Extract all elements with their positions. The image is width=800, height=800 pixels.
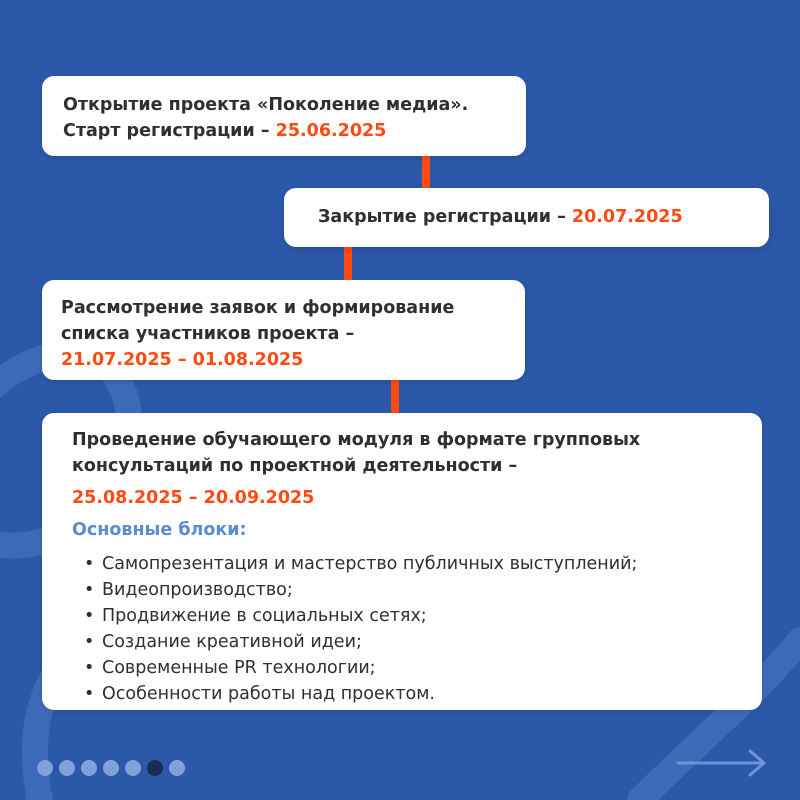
- step1-date: 25.06.2025: [275, 121, 387, 141]
- timeline-card-project-opening: [42, 76, 526, 156]
- step4-text-line1: Проведение обучающего модуля в формате групповых: [72, 430, 641, 450]
- list-item: • Создание креативной идеи;: [72, 629, 762, 655]
- step3-date: 21.07.2025 – 01.08.2025: [61, 350, 304, 370]
- step4-date: 25.08.2025 – 20.09.2025: [72, 488, 315, 508]
- pagination-dot[interactable]: [125, 760, 141, 776]
- step4-text-line2: консультаций по проектной деятельности –: [72, 456, 518, 476]
- timeline-card-registration-closing: [284, 188, 769, 247]
- blocks-title: Основные блоки:: [72, 520, 247, 540]
- list-item: • Продвижение в социальных сетях;: [72, 603, 762, 629]
- timeline-card-training-module: [42, 413, 762, 710]
- pagination-dot[interactable]: [59, 760, 75, 776]
- pagination-dot[interactable]: [37, 760, 53, 776]
- step1-prefix: Старт регистрации –: [63, 121, 276, 141]
- step1-text-line2: [63, 118, 526, 144]
- step3-text-line1: Рассмотрение заявок и формирование: [61, 298, 455, 318]
- list-item: • Особенности работы над проектом.: [72, 681, 762, 707]
- blocks-list: [72, 551, 762, 707]
- list-item: • Самопрезентация и мастерство публичных выступлений;: [72, 551, 762, 577]
- pagination-dot[interactable]: [81, 760, 97, 776]
- step2-date: 20.07.2025: [571, 207, 683, 227]
- list-item: • Современные PR технологии;: [72, 655, 762, 681]
- pagination-dot-active[interactable]: [147, 760, 163, 776]
- pagination-dot[interactable]: [103, 760, 119, 776]
- list-item: • Видеопроизводство;: [72, 577, 762, 603]
- pagination-dots[interactable]: [37, 760, 185, 776]
- timeline-card-application-review: [42, 280, 525, 380]
- timeline-connector-2: [344, 247, 352, 280]
- timeline-connector-1: [422, 156, 430, 188]
- step1-text-line1: Открытие проекта «Поколение медиа».: [63, 95, 469, 115]
- timeline-connector-3: [391, 380, 399, 413]
- pagination-dot[interactable]: [169, 760, 185, 776]
- step3-text-line2: списка участников проекта –: [61, 324, 355, 344]
- step2-text-line: [318, 204, 769, 230]
- arrow-right-icon[interactable]: [676, 748, 768, 778]
- step2-prefix: Закрытие регистрации –: [318, 207, 572, 227]
